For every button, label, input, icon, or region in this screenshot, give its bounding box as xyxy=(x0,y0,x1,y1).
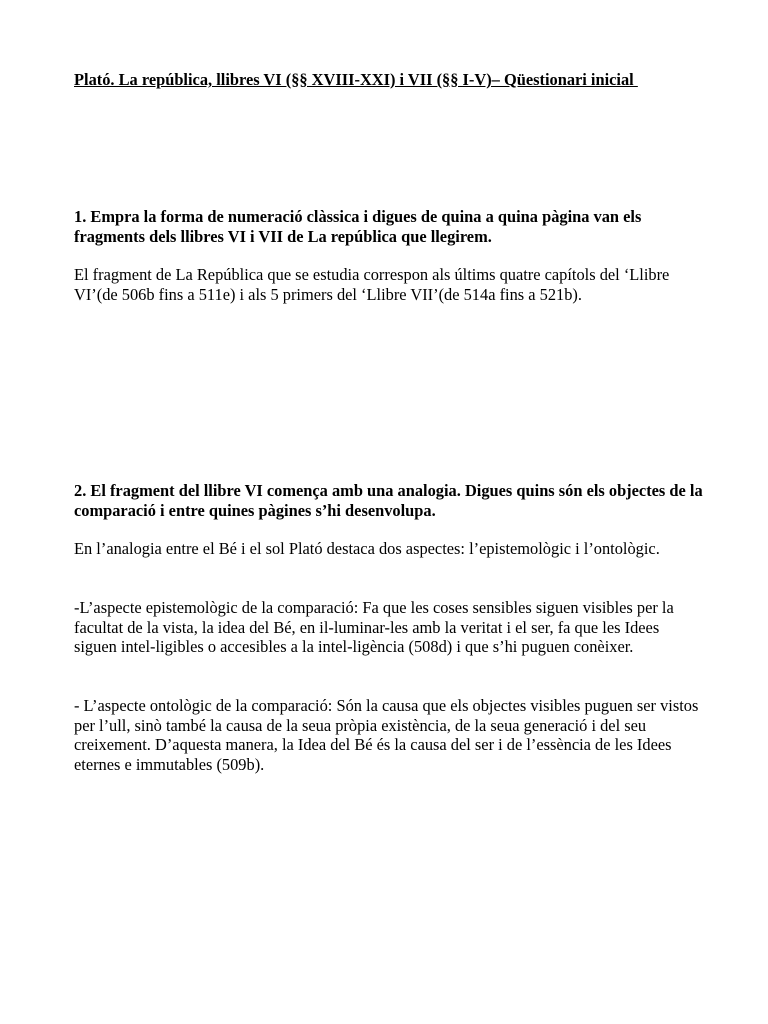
question-1: 1. Empra la forma de numeració clàssica i digues de quina a quina pàgina van els fragments dels llibres VI i VII de La república que llegirem. xyxy=(74,207,642,246)
answer-2-ontological-paragraph: - L’aspecte ontològic de la comparació: Són la causa que els objectes visibles puguen ser vistos per l’ull, sinò també la causa de la seua pròpia existència, de la seua generació i del seu creixement. D’aquesta manera, la Idea del Bé és la causa del ser i de l’essència de les Idees eternes e immutables (509b). xyxy=(74,696,699,774)
document-title: Plató. La república, llibres VI (§§ XVIII-XXI) i VII (§§ I-V)– Qüestionari inicial xyxy=(74,70,638,89)
answer-2-epistemological-paragraph: -L’aspecte epistemològic de la comparació: Fa que les coses sensibles siguen visibles per la facultat de la vista, la idea del Bé, en il-luminar-les amb la veritat i el ser, fa que les Idees siguen intel-ligibles o accesibles a la intel-ligència (508d) i que s’hi puguen conèixer. xyxy=(74,598,674,657)
question-2: 2. El fragment del llibre VI comença amb una analogia. Digues quins són els objectes de la comparació i entre quines pàgines s’hi desenvolupa. xyxy=(74,481,703,520)
answer-1-paragraph: El fragment de La República que se estudia correspon als últims quatre capítols del ‘Llibre VI’(de 506b fins a 511e) i als 5 primers del ‘Llibre VII’(de 514a fins a 521b). xyxy=(74,265,670,304)
answer-2-intro-paragraph: En l’analogia entre el Bé i el sol Plató destaca dos aspectes: l’epistemològic i l’ontològic. xyxy=(74,539,660,558)
